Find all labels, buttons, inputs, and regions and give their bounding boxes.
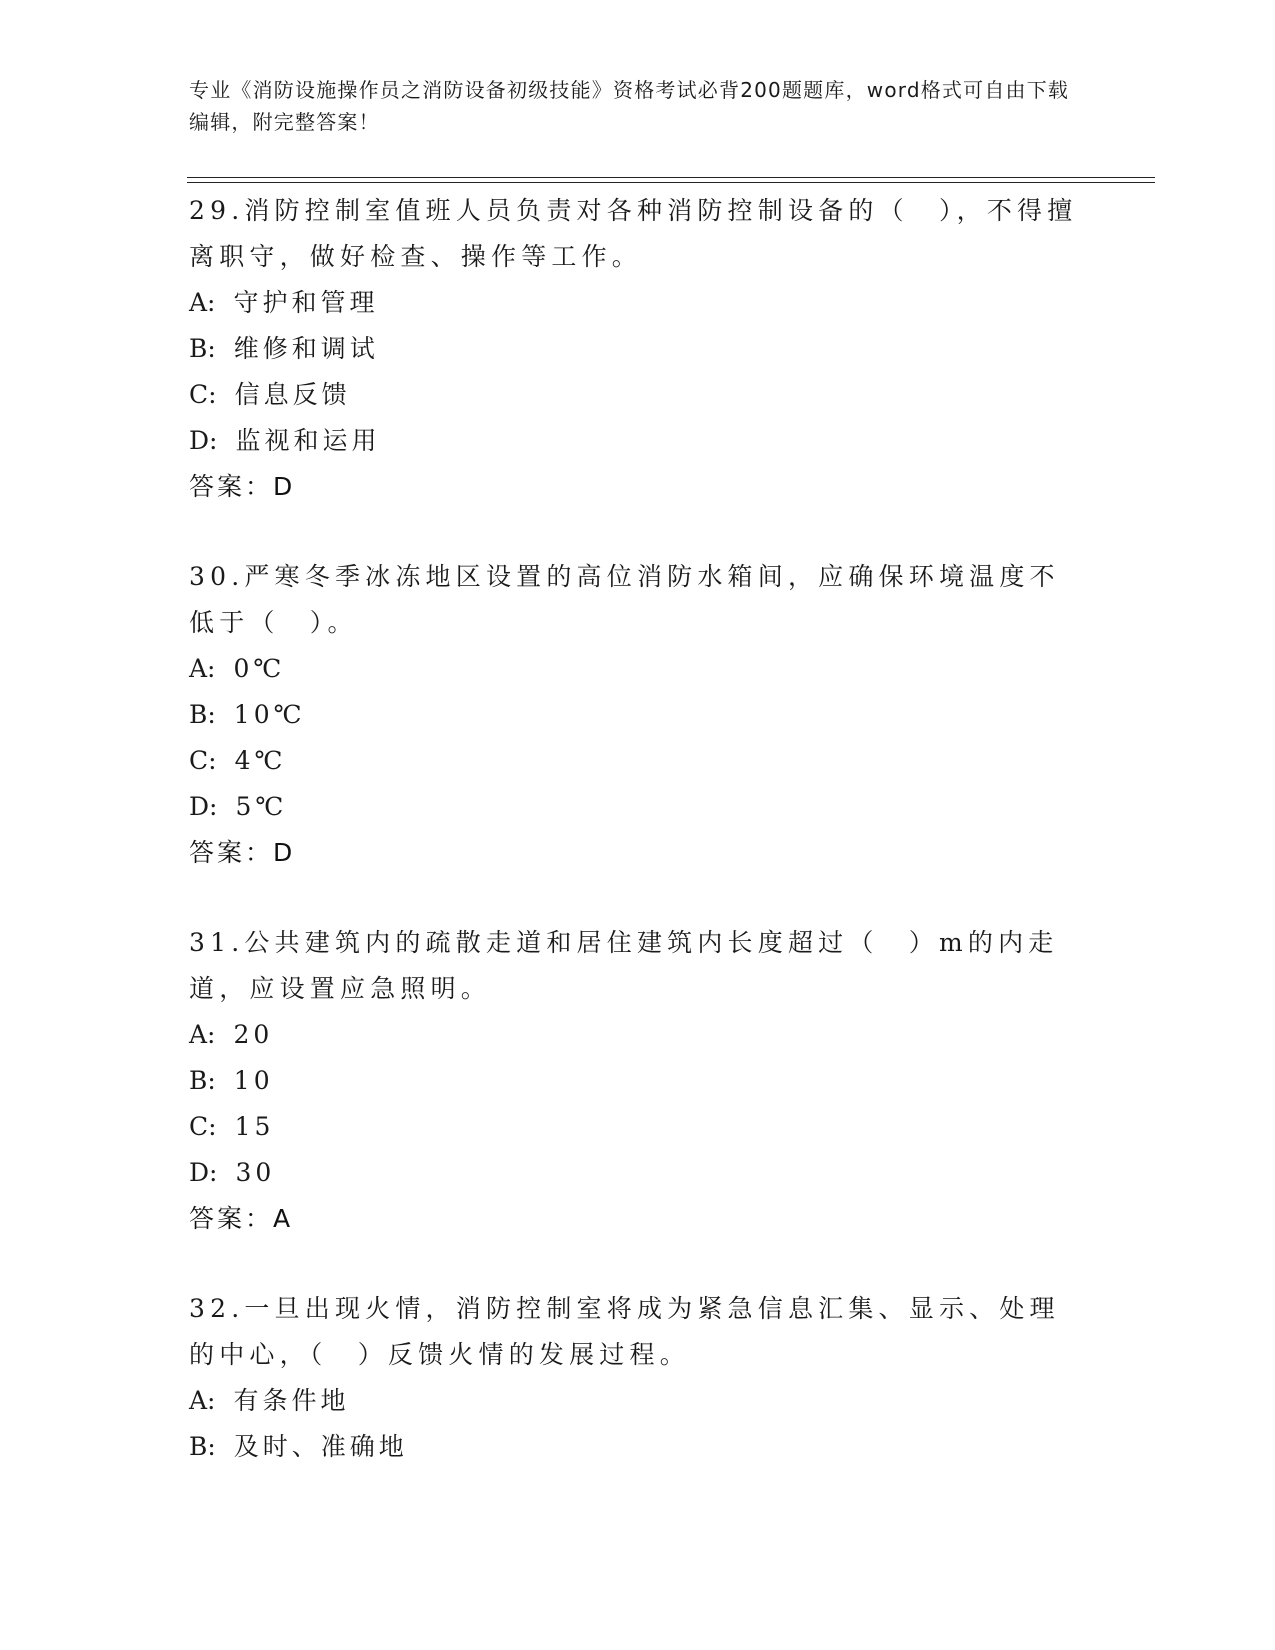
- option-text: 及时、准确地: [233, 1432, 408, 1461]
- option-key: C:: [189, 380, 217, 409]
- option-d: [189, 1150, 1089, 1196]
- option-b: [189, 1058, 1089, 1104]
- option-key: B:: [189, 334, 216, 363]
- header-divider-bottom: [187, 182, 1155, 183]
- option-b: [189, 326, 1089, 372]
- answer-label: 答案：A: [189, 1204, 294, 1233]
- option-key: D:: [189, 792, 218, 821]
- option-key: A:: [189, 288, 216, 317]
- option-key: B:: [189, 700, 216, 729]
- option-b: [189, 692, 1089, 738]
- option-c: [189, 1104, 1089, 1150]
- option-key: C:: [189, 746, 217, 775]
- option-key: A:: [189, 654, 216, 683]
- option-text: 30: [235, 1158, 276, 1187]
- option-text: 20: [233, 1020, 274, 1049]
- option-text: 4℃: [234, 746, 287, 775]
- question-29: [189, 188, 1089, 510]
- option-key: C:: [189, 1112, 217, 1141]
- option-a: [189, 1012, 1089, 1058]
- option-text: 5℃: [235, 792, 288, 821]
- option-c: [189, 372, 1089, 418]
- option-text: 10: [233, 1066, 274, 1095]
- option-b: [189, 1424, 1089, 1470]
- answer-label: 答案：D: [189, 472, 296, 501]
- option-text: 10℃: [233, 700, 306, 729]
- option-c: [189, 738, 1089, 784]
- option-key: D:: [189, 1158, 218, 1187]
- option-d: [189, 784, 1089, 830]
- option-key: D:: [189, 426, 218, 455]
- option-d: [189, 418, 1089, 464]
- option-text: 信息反馈: [234, 380, 351, 409]
- option-a: [189, 646, 1089, 692]
- option-a: [189, 1378, 1089, 1424]
- option-text: 监视和运用: [235, 426, 381, 455]
- option-text: 守护和管理: [233, 288, 379, 317]
- question-list: [189, 188, 1089, 1514]
- header-divider-top: [187, 177, 1155, 178]
- question-text: 30.严寒冬季冰冻地区设置的高位消防水箱间，应确保环境温度不低于（ ）。: [189, 562, 1060, 637]
- option-key: B:: [189, 1066, 216, 1095]
- option-key: A:: [189, 1020, 216, 1049]
- option-a: [189, 280, 1089, 326]
- option-text: 维修和调试: [233, 334, 379, 363]
- option-text: 0℃: [233, 654, 286, 683]
- option-text: 15: [234, 1112, 275, 1141]
- question-30: [189, 554, 1089, 876]
- option-key: A:: [189, 1386, 216, 1415]
- option-key: B:: [189, 1432, 216, 1461]
- question-32: [189, 1286, 1089, 1470]
- question-31: [189, 920, 1089, 1242]
- document-header: 专业《消防设施操作员之消防设备初级技能》资格考试必背200题题库，word格式可自由下载编辑，附完整答案！: [189, 78, 1070, 134]
- question-text: 29.消防控制室值班人员负责对各种消防控制设备的（ ），不得擅离职守，做好检查、操作等工作。: [189, 196, 1078, 271]
- question-text: 32.一旦出现火情，消防控制室将成为紧急信息汇集、显示、处理的中心，（ ）反馈火情的发展过程。: [189, 1294, 1060, 1369]
- answer-label: 答案：D: [189, 838, 296, 867]
- question-text: 31.公共建筑内的疏散走道和居住建筑内长度超过（ ）m的内走道，应设置应急照明。: [189, 928, 1059, 1003]
- option-text: 有条件地: [233, 1386, 350, 1415]
